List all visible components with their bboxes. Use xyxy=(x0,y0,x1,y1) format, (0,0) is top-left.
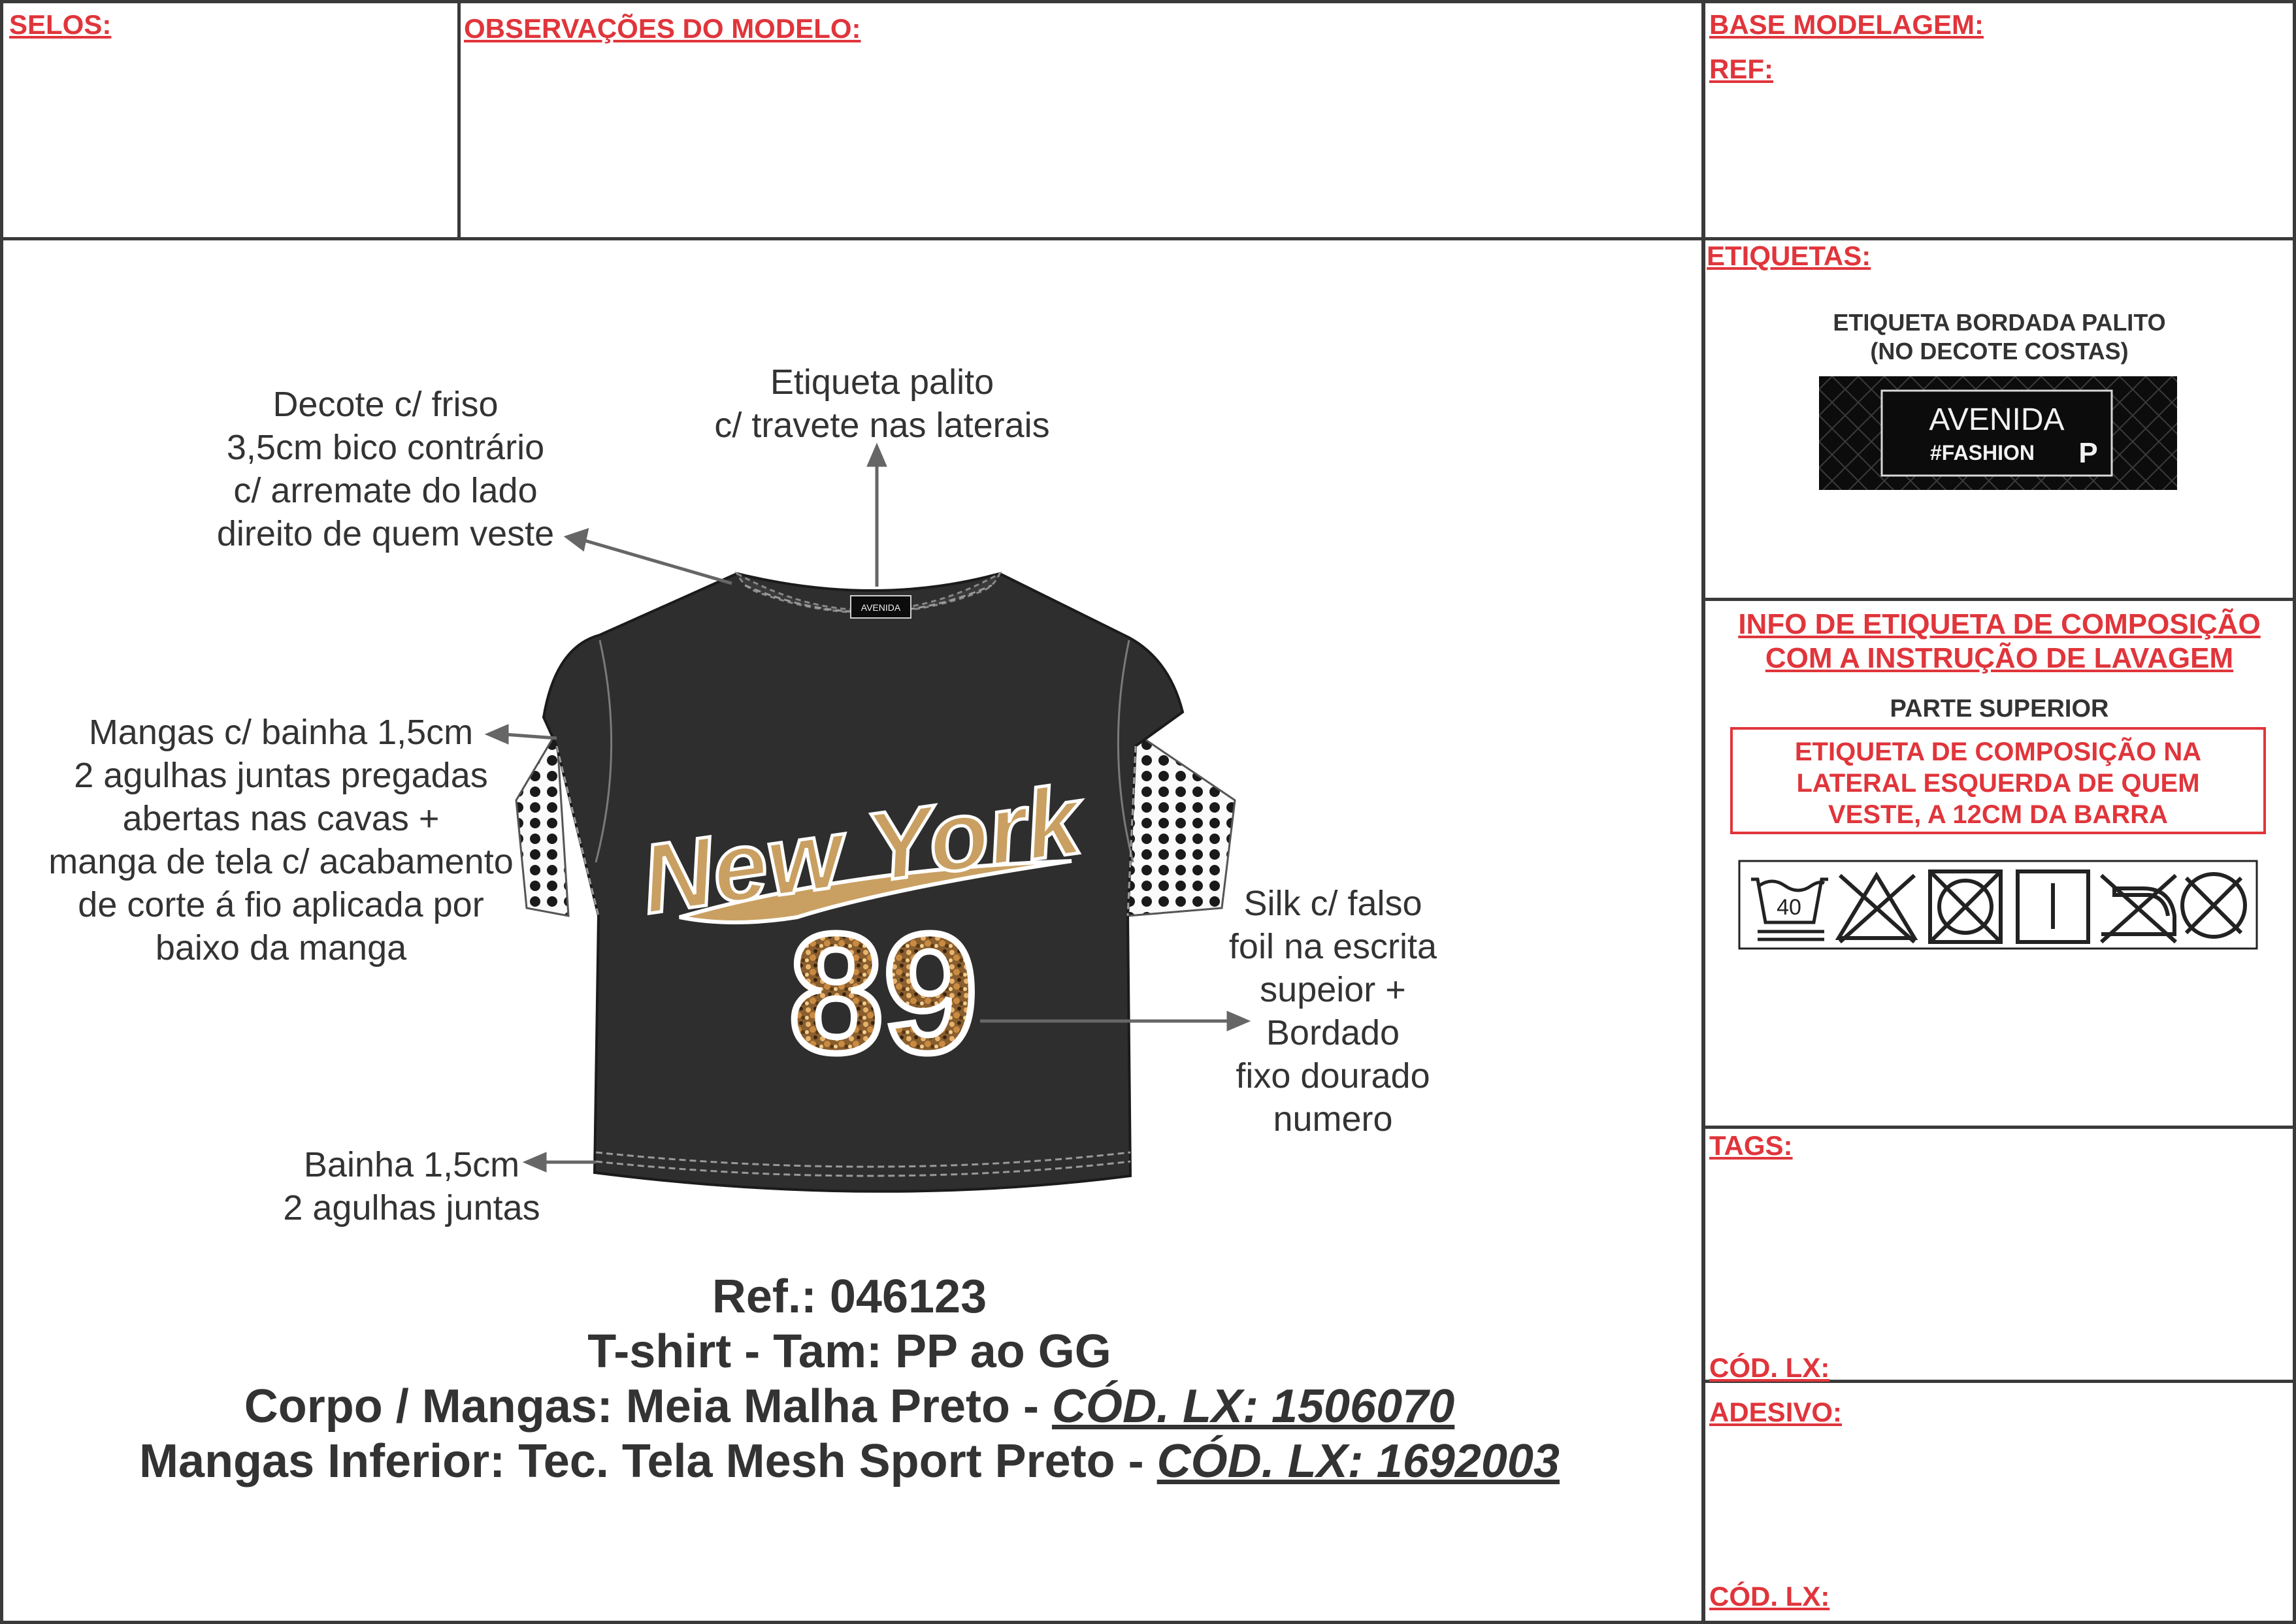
neck-label-text: AVENIDA xyxy=(861,602,901,613)
composicao-title-line2: COM A INSTRUÇÃO DE LAVAGEM xyxy=(1765,642,2234,674)
tags-cod-lx-label: CÓD. LX: xyxy=(1709,1352,1830,1383)
mangas-annotation: Mangas c/ bainha 1,5cm 2 agulhas juntas pregadas abertas nas cavas + manga de tela c/ acabamento de corte á fio aplicada por baixo da manga xyxy=(48,713,514,967)
etiqueta-title xyxy=(1705,308,2293,366)
composicao-title-line1: INFO DE ETIQUETA DE COMPOSIÇÃO xyxy=(1738,608,2261,640)
care-symbols xyxy=(1738,860,2258,950)
body-fabric-text: Corpo / Mangas: Meia Malha Preto - xyxy=(244,1380,1052,1433)
etiqueta-title-line2: (NO DECOTE COSTAS) xyxy=(1870,338,2129,365)
sleeve-fabric-code: CÓD. LX: 1692003 xyxy=(1156,1435,1560,1487)
etiqueta-palito-annotation: Etiqueta palito c/ travete nas laterais xyxy=(714,363,1050,445)
brand-size: P xyxy=(2078,437,2098,469)
decote-annotation: Decote c/ friso 3,5cm bico contrário c/ arremate do lado direito de quem veste xyxy=(216,385,555,553)
observacoes-label: OBSERVAÇÕES DO MODELO: xyxy=(464,13,861,44)
composicao-subtitle: PARTE SUPERIOR xyxy=(1890,695,2109,723)
product-ref: Ref.: 046123 xyxy=(712,1271,987,1323)
brand-label-image xyxy=(1819,376,2177,490)
adesivo-label: ADESIVO: xyxy=(1709,1397,1843,1427)
ref-label: REF: xyxy=(1709,54,1773,84)
artwork-number: 89 xyxy=(789,899,978,1088)
tags-box xyxy=(1701,1126,2296,1383)
product-type: T-shirt - Tam: PP ao GG xyxy=(587,1325,1111,1378)
composicao-info-box xyxy=(1730,727,2266,834)
etiquetas-label: ETIQUETAS: xyxy=(1707,240,1871,271)
composicao-title xyxy=(1705,608,2293,675)
body-fabric-code: CÓD. LX: 1506070 xyxy=(1051,1380,1455,1433)
composicao-box-line2: LATERAL ESQUERDA DE QUEM xyxy=(1796,769,2200,798)
no-tumble-dry-icon xyxy=(1930,871,2001,942)
base-modelagem-label: BASE MODELAGEM: xyxy=(1709,9,1984,40)
brand-name: AVENIDA xyxy=(1929,402,2065,437)
silk-annotation: Silk c/ falso foil na escrita supeior + Bordado fixo dourado numero xyxy=(1228,884,1437,1139)
tags-label: TAGS: xyxy=(1709,1130,1793,1161)
sleeve-fabric-text: Mangas Inferior: Tec. Tela Mesh Sport Preto - xyxy=(139,1435,1157,1487)
composicao-box-line1: ETIQUETA DE COMPOSIÇÃO NA xyxy=(1794,738,2202,766)
artwork-script: New York xyxy=(634,764,1088,935)
wash-temp: 40 xyxy=(1777,895,1801,920)
selos-label: SELOS: xyxy=(9,9,112,40)
brand-hashtag: #FASHION xyxy=(1929,441,2035,464)
composicao-box-line3: VESTE, A 12CM DA BARRA xyxy=(1828,800,2169,829)
bainha-annotation: Bainha 1,5cm 2 agulhas juntas xyxy=(283,1145,540,1227)
adesivo-cod-lx-label: CÓD. LX: xyxy=(1709,1581,1830,1612)
product-body-fabric xyxy=(0,1380,1699,1433)
etiqueta-title-line1: ETIQUETA BORDADA PALITO xyxy=(1833,309,2166,336)
product-sleeve-fabric xyxy=(0,1435,1699,1488)
